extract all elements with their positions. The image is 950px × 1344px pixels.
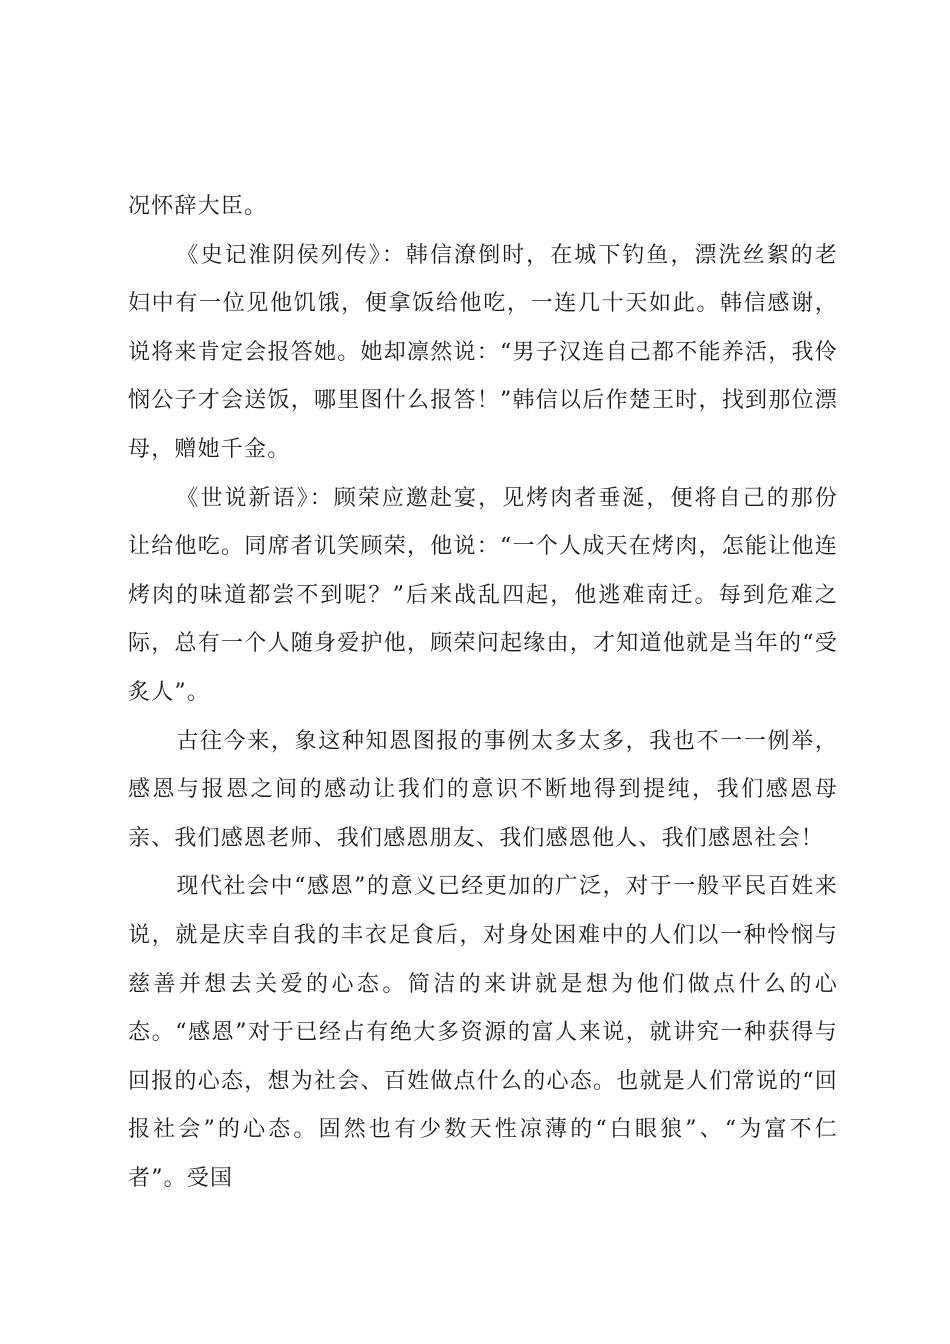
document-body	[128, 183, 838, 1203]
paragraph-modern-gratitude: 现代社会中“感恩”的意义已经更加的广泛，对于一般平民百姓来说，就是庆幸自我的丰衣足食后，对身处困难中的人们以一种怜悯与慈善并想去关爱的心态。简洁的来讲就是想为他们做点什么的心态。“感恩”对于已经占有绝大多资源的富人来说，就讲究一种获得与回报的心态，想为社会、百姓做点什么的心态。也就是人们常说的“回报社会”的心态。固然也有少数天性凉薄的“白眼狼”、“为富不仁者”。受国	[128, 874, 838, 1191]
paragraph-gu-rong: 《世说新语》：顾荣应邀赴宴，见烤肉者垂涎，便将自己的那份让给他吃。同席者讥笑顾荣，他说：“一个人成天在烤肉，怎能让他连烤肉的味道都尝不到呢？”后来战乱四起，他逃难南迁。每到危难之际，总有一个人随身爱护他，顾荣问起缘由，才知道他就是当年的“受炙人”。	[128, 485, 838, 705]
paragraph-gratitude-examples: 古往今来，象这种知恩图报的事例太多太多，我也不一一例举，感恩与报恩之间的感动让我们的意识不断地得到提纯，我们感恩母亲、我们感恩老师、我们感恩朋友、我们感恩他人、我们感恩社会！	[128, 728, 838, 851]
paragraph-han-xin: 《史记淮阴侯列传》：韩信潦倒时，在城下钓鱼，漂洗丝絮的老妇中有一位见他饥饿，便拿饭给他吃，一连几十天如此。韩信感谢，说将来肯定会报答她。她却凛然说：“男子汉连自己都不能养活，我伶悯公子才会送饭，哪里图什么报答！”韩信以后作楚王时，找到那位漂母，赠她千金。	[128, 242, 838, 462]
paragraph-continuation: 况怀辞大臣。	[128, 194, 268, 219]
